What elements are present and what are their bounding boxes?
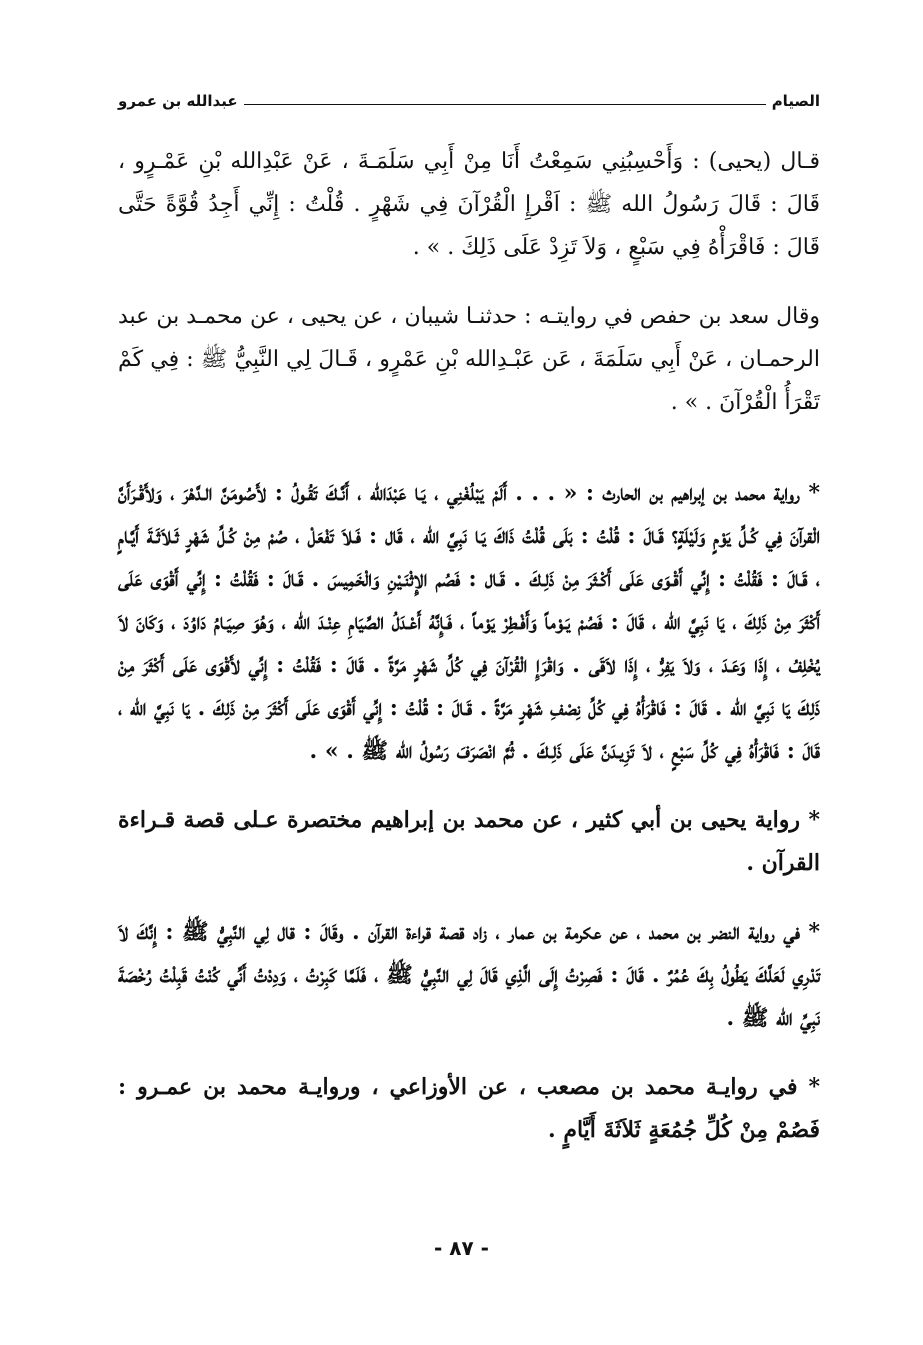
paragraph-musab-narration: * في روايـة محمد بن مصعب ، عن الأوزاعي ، وروايـة محمد بن عمـرو : فَصُمْ مِنْ كُلِّ جُمُعَةٍ ثَلاَثَةَ أَيَّامٍ .	[118, 1074, 820, 1143]
paragraph-saad-narration: وقال سعد بن حفص في روايتـه : حدثنـا شيبان ، عن يحيى ، عن محمـد بن عبد الرحمـان ، عَنْ أَبِي سَلَمَةَ ، عَن عَبْـدِالله بْنِ عَمْرٍو ، قَـالَ لِي النَّبِيُّ ﷺ : فِي كَمْ تَقْرَأُ الْقُرْآنَ . » .	[118, 304, 820, 415]
paragraph-yahya-narration: قـال (يحيى) : وَأَحْسِبُنِي سَمِعْتُ أَنَا مِنْ أَبِي سَلَمَـةَ ، عَنْ عَبْدِالله بْنِ عَمْـرٍو ، قَالَ : قَالَ رَسُولُ الله ﷺ : اَقْرإِ الْقُرْآنَ فِي شَهْرٍ . قُلْتُ : إِنِّي أَجِدُ قُوَّةً حَتَّى قَالَ : فَاقْرَأْهُ فِي سَبْعٍ ، وَلاَ تَزِدْ عَلَى ذَلِكَ . » .	[118, 149, 820, 260]
header-chapter-title: الصيام	[771, 92, 820, 110]
paragraph-yahya-kathir-narration: * رواية يحيى بن أبي كثير ، عن محمد بن إبراهيم مختصرة عـلى قصة قـراءة القرآن .	[118, 807, 820, 876]
page-number: - ٨٧ -	[434, 1236, 489, 1260]
paragraph-nadr-narration: * في رواية النضر بن محمد ، عن عكرمة بن عمار ، زاد قصة قراءة القرآن . وقَالَ : قال لِي النَّبِيُّ ﷺ : إِنَّكَ لاَ تَدْرِي لَعَلَّكَ يَطُولُ بِكَ عُمُرٌ . قَالَ : فَصِرْتُ إِلَى الَّذِي قَالَ لِي النَّبِيُّ ﷺ ، فَلَمَّا كَبِرْتُ ، وَدِدْتُ أَنِّي كُنْتُ قَبِلْتُ رُخْصَةَ نَبِيِّ الله ﷺ .	[118, 919, 820, 1031]
running-header	[118, 86, 820, 110]
header-rule	[244, 104, 766, 105]
header-narrator-title: عبدالله بن عمرو	[118, 92, 238, 110]
page-body	[118, 140, 820, 1178]
paragraph-ibrahim-narration: * رواية محمد بن إبراهيم بن الحارث : « . . . أَلَمْ يَبْلُغْنِي ، يَـا عَبْدَالله ، أَنَّـكَ تَقُـولُ : لأَصُومَنَّ الـدَّهْرَ ، وَلأَقْـرَأَنَّ الْقرآنَ فِي كُـلِّ يَوْمٍ وَلَيْلَةٍ؟ قَـالَ : قُلْتُ : بَلَى قُلْتُ ذَاكَ يَـا نَبِيَّ الله ، قَال : فَـلاَ تَفْعَلْ ، صُمْ مِنْ كُـلِّ شَهْرٍ ثَـلاَثَـةَ أَيَّـامٍ ، قَـالَ : فَقُلْتُ : إِنِّي أَقْـوَى عَلَى أَكْـثَرَ مِنْ ذَلِـكَ . قَـال : فَصُم الإِثْنَـيْنِ وَالْخَمِيسَ . قَـالَ : فَقُلْتُ : إِنِّي أَقْوَى عَلَى أَكْثَرَ مِنْ ذَلِكَ ، يَا نَبِيَّ الله ، قَالَ : فَصُمْ يَـوْماً وَأَفْـطِرْ يَوْماً ، فَـإِنَّهُ أَعْـدَلُ الصِّيَامِ عِنْـدَ الله ، وَهُوَ صِيَـامُ دَاوُدَ ، وَكَانَ لاَ يُخْلِفُ ، إِذَا وَعَـدَ ، وَلاَ يَفِرُّ ، إِذَا لاَقَى . وَاقْرَإِ الْقُرْآنَ فِي كُلِّ شَهْرٍ مَرَّةً . قَالَ : فَقُلْتُ : إِنِّي لأَقْوَى عَلَى أَكْثَرَ مِنْ ذَلِكَ يَا نَبِيَّ الله . قَالَ : فَاقْرَأْهُ فِي كُلِّ نِصْفِ شَهْرٍ مَرَّةً . قَـالَ : قُلْتُ : إِنِّي أَقْوَى عَلَى أَكْثَرَ مِنْ ذَلِكَ . يَا نَبِيَّ الله ، قَالَ : فَاقْرَأْهُ فِي كُلِّ سَبْعٍ ، لاَ تَزِيـدَنَّ عَلَى ذَلِـكَ . ثُمَّ انْصَرَفَ رَسُولُ الله ﷺ . » .	[118, 480, 820, 764]
